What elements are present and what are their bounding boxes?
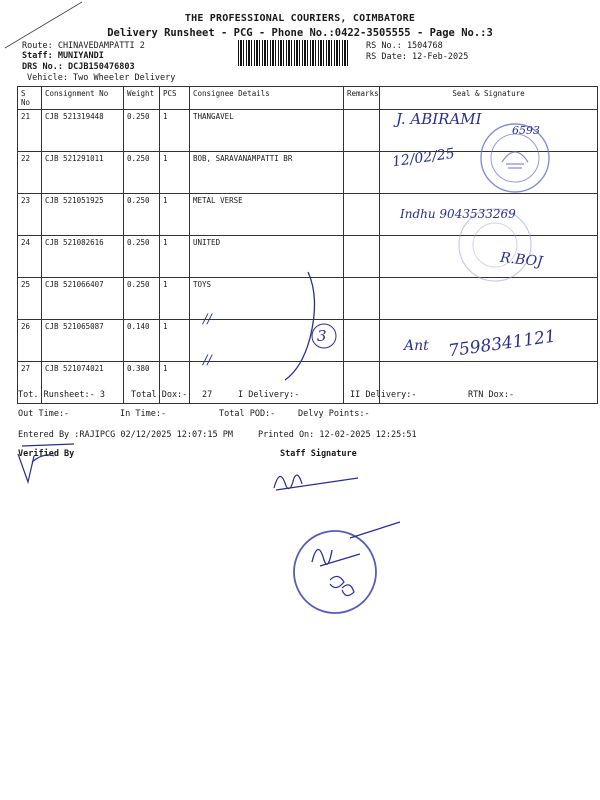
- staff-signature: [268, 460, 378, 500]
- cell-weight: 0.250: [124, 110, 160, 152]
- cell-weight: 0.250: [124, 278, 160, 320]
- in-time-label: In Time:-: [120, 409, 167, 419]
- cell-pcs: 1: [160, 194, 190, 236]
- col-weight: Weight: [124, 87, 160, 110]
- table-header-row: [18, 87, 598, 110]
- printed-on: Printed On: 12-02-2025 12:25:51: [258, 430, 417, 440]
- cell-remarks: [344, 110, 380, 152]
- total-pod-label: Total POD:-: [219, 409, 276, 419]
- col-pcs: PCS: [160, 87, 190, 110]
- cell-sno: 26: [18, 320, 42, 362]
- handwritten-signature-row25: R.BOJ: [499, 249, 544, 271]
- handwritten-bracket-number: 3: [317, 327, 327, 345]
- runsheet-subtitle: Delivery Runsheet - PCG - Phone No.:0422-3505555 - Page No.:3: [107, 27, 493, 39]
- cell-remarks: [344, 278, 380, 320]
- verified-by-label: Verified By: [18, 449, 75, 459]
- barcode: [238, 40, 350, 66]
- cell-consignment: CJB 521074021: [42, 362, 124, 404]
- ii-delivery-label: II Delivery:-: [350, 390, 417, 400]
- cell-remarks: [344, 236, 380, 278]
- cell-weight: 0.250: [124, 236, 160, 278]
- cell-consignment: CJB 521291011: [42, 152, 124, 194]
- cell-consignment: CJB 521065087: [42, 320, 124, 362]
- handwritten-signature-row24: Indhu 9043533269: [400, 207, 516, 221]
- cell-consignee: BOB, SARAVANAMPATTI BR: [190, 152, 344, 194]
- cell-remarks: [344, 194, 380, 236]
- cell-sno: 21: [18, 110, 42, 152]
- cell-consignee: TOYS: [190, 278, 344, 320]
- handwritten-signature-row27: Ant: [404, 338, 429, 354]
- cell-sno: 22: [18, 152, 42, 194]
- cell-remarks: [344, 320, 380, 362]
- cell-pcs: 1: [160, 278, 190, 320]
- cell-consignment: CJB 521319448: [42, 110, 124, 152]
- rs-date: RS Date: 12-Feb-2025: [366, 52, 469, 62]
- handwritten-mark-row27: //: [203, 353, 212, 368]
- cell-consignment: CJB 521082616: [42, 236, 124, 278]
- cell-pcs: 1: [160, 236, 190, 278]
- vehicle-text: Vehicle: Two Wheeler Delivery: [27, 73, 176, 83]
- cell-pcs: 1: [160, 110, 190, 152]
- company-title: THE PROFESSIONAL COURIERS, COIMBATORE: [184, 13, 416, 24]
- drs-number: DRS No.: DCJB150476803: [22, 62, 135, 72]
- cell-weight: 0.250: [124, 152, 160, 194]
- cell-sno: 27: [18, 362, 42, 404]
- rs-number: RS No.: 1504768: [366, 41, 443, 51]
- handwritten-signature-row21: J. ABIRAMI: [396, 110, 482, 128]
- round-office-stamp: [290, 520, 410, 630]
- handwritten-number-row21: 6593: [512, 124, 540, 137]
- cell-consignee: THANGAVEL: [190, 110, 344, 152]
- cell-weight: 0.380: [124, 362, 160, 404]
- out-time-label: Out Time:-: [18, 409, 70, 419]
- handwritten-phone-row27: 7598341121: [447, 326, 558, 362]
- total-dox-value: 27: [202, 390, 213, 400]
- cell-weight: 0.250: [124, 194, 160, 236]
- staff-text: Staff: MUNIYANDI: [22, 51, 104, 61]
- cell-consignee: METAL VERSE: [190, 194, 344, 236]
- cell-sno: 24: [18, 236, 42, 278]
- cell-sno: 23: [18, 194, 42, 236]
- cell-consignment: CJB 521051925: [42, 194, 124, 236]
- cell-weight: 0.140: [124, 320, 160, 362]
- col-consignee: Consignee Details: [190, 87, 344, 110]
- delivery-points-label: Delvy Points:-: [298, 409, 370, 419]
- col-seal-signature: Seal & Signature: [380, 87, 598, 110]
- handwritten-bracket-stroke: [250, 268, 340, 388]
- handwritten-mark-row26: //: [203, 312, 212, 327]
- cell-remarks: [344, 152, 380, 194]
- cell-sno: 25: [18, 278, 42, 320]
- total-dox-label: Total Dox:-: [131, 390, 188, 400]
- entered-by: Entered By :RAJIPCG 02/12/2025 12:07:15 PM: [18, 430, 233, 440]
- staff-signature-label: Staff Signature: [280, 449, 357, 459]
- cell-consignment: CJB 521066407: [42, 278, 124, 320]
- cell-pcs: 1: [160, 152, 190, 194]
- i-delivery-label: I Delivery:-: [238, 390, 300, 400]
- col-consignment: Consignment No: [42, 87, 124, 110]
- verified-signature: [14, 442, 84, 492]
- handwritten-date-row22: 12/02/25: [391, 145, 456, 171]
- cell-pcs: 1: [160, 362, 190, 404]
- cell-pcs: 1: [160, 320, 190, 362]
- col-remarks: Remarks: [344, 87, 380, 110]
- total-runsheet: Tot. Runsheet:- 3: [18, 390, 105, 400]
- route-text: Route: CHINAVEDAMPATTI 2: [22, 41, 145, 51]
- cell-consignee: UNITED: [190, 236, 344, 278]
- col-sno: S No: [18, 87, 42, 110]
- rtn-dox-label: RTN Dox:-: [468, 390, 515, 400]
